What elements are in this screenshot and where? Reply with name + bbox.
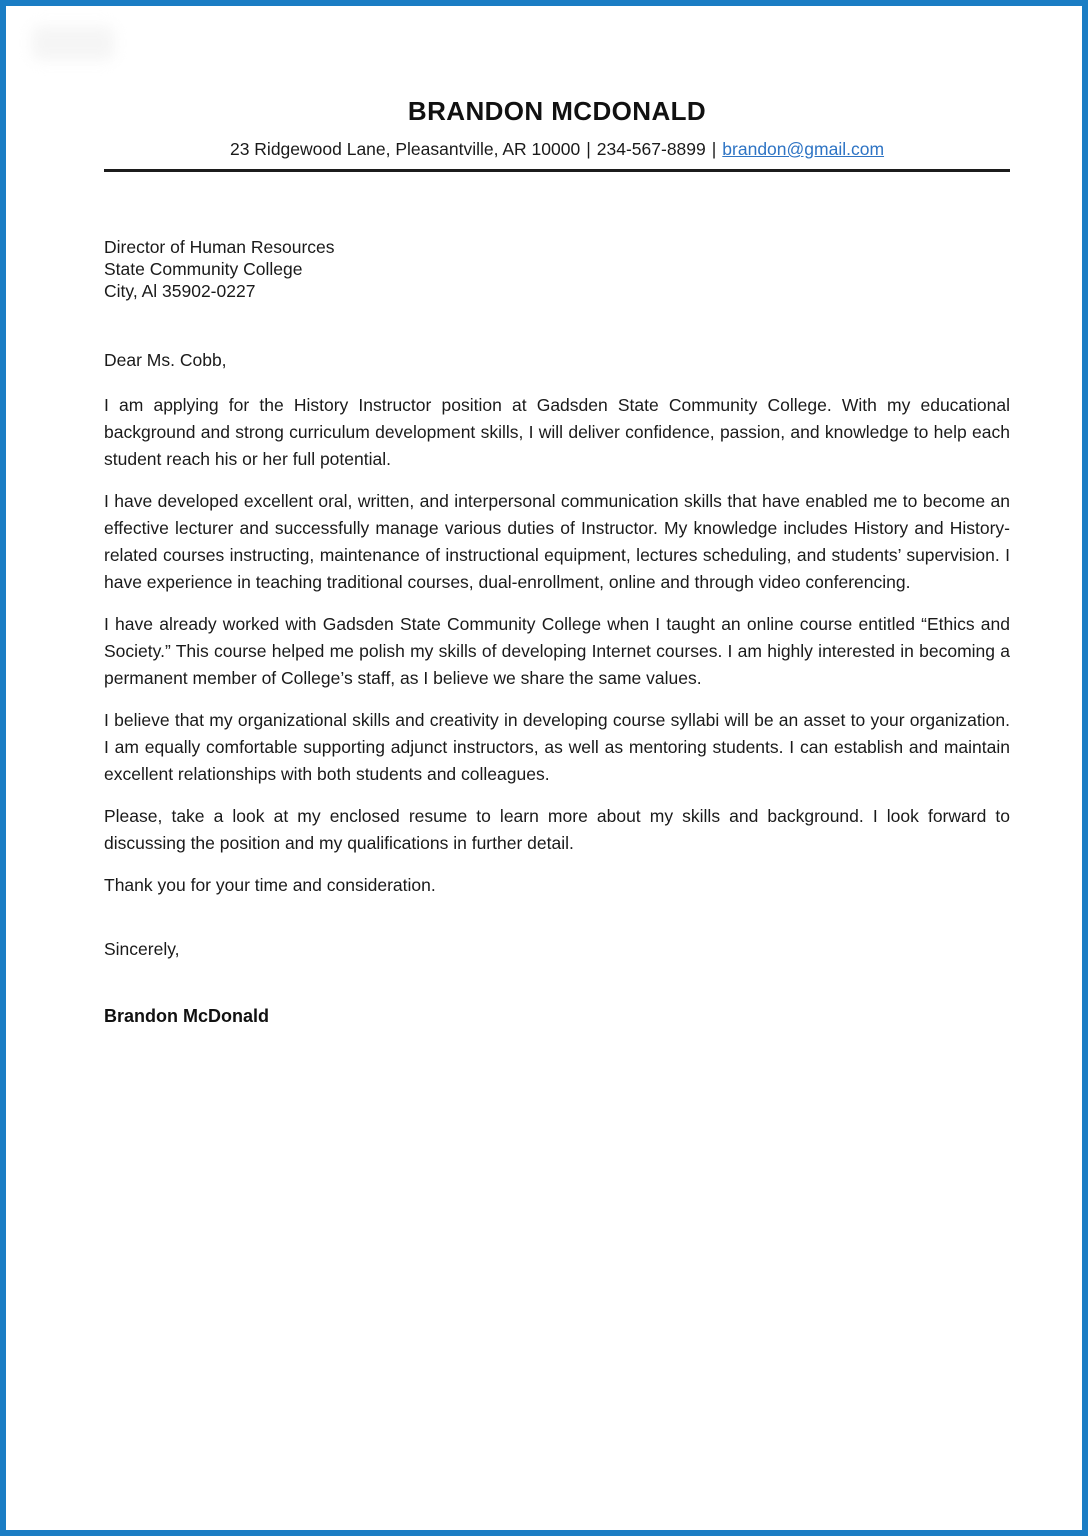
watermark-smudge	[32, 26, 114, 60]
body-paragraph: I believe that my organizational skills and creativity in developing course syllabi will be an asset to your organization. I am equally comfortable supporting adjunct instructors, as well as mentoring students. I can establish and maintain excellent relationships with both students and colleagues.	[104, 710, 1010, 784]
sender-address: 23 Ridgewood Lane, Pleasantville, AR 10000	[229, 139, 581, 159]
contact-separator: |	[586, 139, 591, 159]
letter-body	[104, 392, 1010, 899]
recipient-address: City, Al 35902-0227	[104, 281, 256, 301]
contact-separator: |	[711, 139, 717, 159]
header-divider	[104, 169, 1010, 172]
sender-email-link[interactable]: brandon@gmail.com	[722, 139, 885, 159]
recipient-title: Director of Human Resources	[104, 237, 335, 257]
sender-name: BRANDON MCDONALD	[407, 96, 707, 126]
salutation: Dear Ms. Cobb,	[104, 350, 227, 370]
body-paragraph: Thank you for your time and consideration.	[104, 875, 436, 895]
signature-name: Brandon McDonald	[104, 1006, 269, 1026]
body-paragraph: I have already worked with Gadsden State Community College when I taught an online course entitled “Ethics and Society.” This course helped me polish my skills of developing Internet courses. I am highly interested in becoming a permanent member of College’s staff, as I believe we share the same values.	[104, 614, 1010, 688]
body-paragraph: I am applying for the History Instructor position at Gadsden State Community College. With my educational background and strong curriculum development skills, I will deliver confidence, passion, and knowledge to help each student reach his or her full potential.	[104, 395, 1010, 469]
recipient-block	[104, 236, 1010, 302]
contact-line	[104, 139, 1010, 160]
letter-content	[6, 6, 1082, 1027]
closing: Sincerely,	[104, 939, 180, 959]
body-paragraph: Please, take a look at my enclosed resume to learn more about my skills and background. I look forward to discussing the position and my qualifications in further detail.	[104, 806, 1010, 853]
recipient-organization: State Community College	[104, 259, 303, 279]
sender-phone: 234-567-8899	[596, 139, 706, 159]
body-paragraph: I have developed excellent oral, written, and interpersonal communication skills that have enabled me to become an effective lecturer and successfully manage various duties of Instructor. My knowledge includes History and History-related courses instructing, maintenance of instructional equipment, lectures scheduling, and students’ supervision. I have experience in teaching traditional courses, dual-enrollment, online and through video conferencing.	[104, 491, 1010, 592]
letter-header	[104, 96, 1010, 172]
